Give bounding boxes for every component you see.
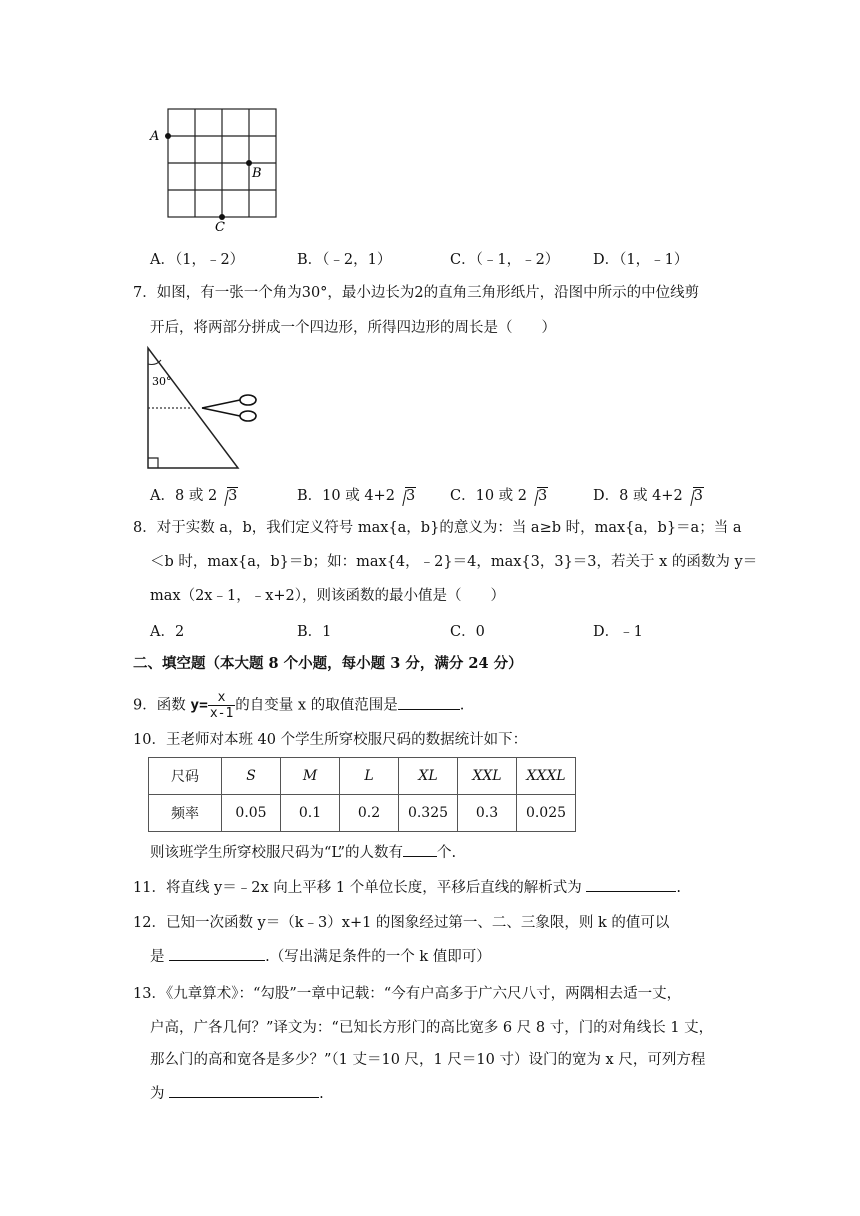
q6-option-d: D．（1，﹣1） [593,252,689,268]
q7-option-c: C．10 或 2 3 [450,488,548,504]
q8-option-a: A．2 [150,624,185,640]
q10-after: 则该班学生所穿校服尺码为“L”的人数有 个. [150,842,456,863]
q7-option-b: B．10 或 4+2 3 [297,488,416,504]
q8-line-3: max（2x﹣1，﹣x+2），则该函数的最小值是（ ） [150,588,506,604]
table-cell: XXXL [517,758,576,795]
table-cell: 0.3 [458,795,517,832]
q7-line-2: 开后，将两部分拼成一个四边形，所得四边形的周长是（ ） [150,320,556,336]
point-a [165,133,171,139]
answer-blank [398,695,460,710]
table-cell: 0.025 [517,795,576,832]
q13-line-1: 13．《九章算术》：“勾股”一章中记载：“今有户高多于广六尺八寸，两隅相去适一丈， [133,986,682,1002]
q13-line-3: 那么门的高和宽各是多少？”（1 丈＝10 尺，1 尺＝10 寸）设门的宽为 x 尺，可列方程 [150,1052,706,1068]
q8-option-d: D．﹣1 [593,624,643,640]
table-row [149,758,576,795]
label-a: A [150,129,160,144]
q8-option-c: C．0 [450,624,485,640]
fraction: $\frac{x}{x-1}$ [209,690,234,721]
q11-line: 11．将直线 y＝﹣2x 向上平移 1 个单位长度，平移后直线的解析式为 . [133,877,681,898]
table-cell: L [340,758,399,795]
grid-figure [140,100,290,235]
table-cell: 0.2 [340,795,399,832]
table-row [149,795,576,832]
q8-line-2: ＜b 时，max{a，b}＝b；如：max{4，﹣2}＝4，max{3，3}＝3，若关于 x 的函数为 y＝ [150,554,758,570]
table-cell: XXL [458,758,517,795]
table-cell: 0.05 [222,795,281,832]
table-cell: XL [399,758,458,795]
label-b: B [252,166,262,181]
label-c: C [215,220,225,235]
q13-line-4: 为 . [150,1083,324,1104]
answer-blank [169,946,265,961]
triangle-figure [140,342,270,472]
size-frequency-table [148,757,576,832]
q13-line-2: 户高，广各几何？”译文为：“已知长方形门的高比宽多 6 尺 8 寸，门的对角线长 1 丈， [150,1020,714,1036]
table-cell: 0.1 [281,795,340,832]
section-heading: 二、填空题（本大题 8 个小题，每小题 3 分，满分 24 分） [133,655,523,672]
q9-line: 9．函数 y= $\frac{x}{x-1}$ 的自变量 x 的取值范围是 . [133,690,465,721]
q6-option-a: A．（1，﹣2） [150,252,245,268]
answer-blank [586,877,676,892]
q7-option-a: A．8 或 2 3 [150,488,238,504]
table-cell: 0.325 [399,795,458,832]
table-cell: S [222,758,281,795]
q10-intro: 10．王老师对本班 40 个学生所穿校服尺码的数据统计如下： [133,732,528,748]
q8-option-b: B．1 [297,624,332,640]
q12-line-2: 是 .（写出满足条件的一个 k 值即可） [150,946,491,967]
table-cell: 尺码 [149,758,222,795]
q6-option-c: C．（﹣1，﹣2） [450,252,560,268]
q7-option-d: D．8 或 4+2 3 [593,488,703,504]
q7-line-1: 7．如图，有一张一个角为30°，最小边长为2的直角三角形纸片，沿图中所示的中位线剪 [133,285,700,301]
scissors-icon [202,395,256,421]
q6-option-b: B．（﹣2，1） [297,252,392,268]
q8-line-1: 8．对于实数 a，b，我们定义符号 max{a，b}的意义为：当 a≥b 时，max{a，b}＝a；当 a [133,520,742,536]
answer-blank [403,842,437,857]
answer-blank [169,1083,319,1098]
table-cell: M [281,758,340,795]
angle-label: 30° [152,375,172,388]
q12-line-1: 12．已知一次函数 y＝（k﹣3）x+1 的图象经过第一、二、三象限，则 k 的值可以 [133,915,670,931]
table-cell: 频率 [149,795,222,832]
